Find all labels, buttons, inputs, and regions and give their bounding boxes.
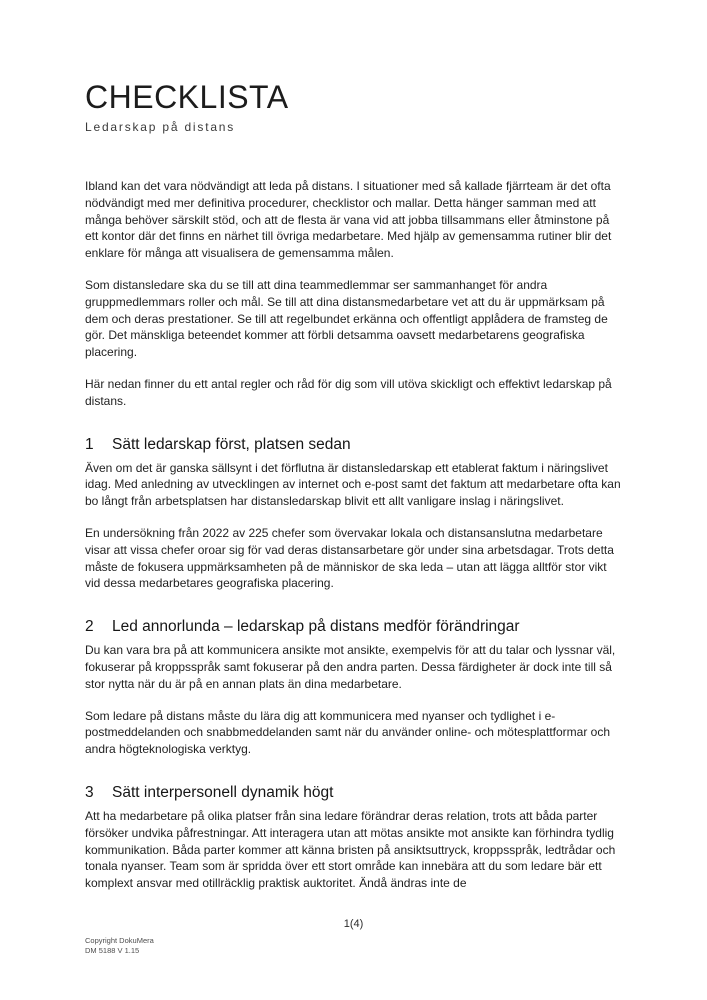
section-1-title: Sätt ledarskap först, platsen sedan — [112, 435, 351, 453]
section-1-number: 1 — [85, 435, 94, 453]
section-2-title: Led annorlunda – ledarskap på distans medför förändringar — [112, 618, 520, 636]
document-id-line: DM 5188 V 1.15 — [85, 946, 140, 955]
intro-paragraph-2: Som distansledare ska du se till att dina teammedlemmar ser sammanhanget för andra gruppmedlemmars roller och mål. Se till att dina distansmedarbetare vet att du är uppmärksam på dem och deras prestationer. Se till att regelbundet erkänna och offentligt applådera de framsteg de gör. Det mänskliga beteendet kommer att förbli detsamma oavsett medarbetarens geografiska placering. — [85, 277, 608, 360]
section-2-paragraph-1: Du kan vara bra på att kommunicera ansikte mot ansikte, exempelvis för att du talar och lyssnar väl, fokuserar på kroppsspråk samt fokuserar på den andra parten. Dessa färdigheter är dock inte till så stor nytta när du är på en annan plats än dina medarbetare. — [85, 643, 616, 691]
copyright-block — [85, 936, 154, 956]
intro-paragraph-1: Ibland kan det vara nödvändigt att leda på distans. I situationer med så kallade fjärrteam är det ofta nödvändigt med mer definitiva procedurer, checklistor och mallar. Detta hänger samman med att många behöver särskilt stöd, och att de flesta är vana vid att jobba tillsammans eller åtminstone på ett kontor där det finns en närhet till övriga medarbetare. Med hjälp av gemensamma rutiner blir det enklare för många att visualisera de gemensamma målen. — [85, 179, 612, 261]
section-3-number: 3 — [85, 783, 94, 801]
intro-paragraph-3: Här nedan finner du ett antal regler och råd för dig som vill utöva skickligt och effektivt ledarskap på distans. — [85, 376, 612, 408]
copyright-line: Copyright DokuMera — [85, 936, 154, 945]
section-2-number: 2 — [85, 618, 94, 636]
section-3-heading — [85, 783, 623, 803]
document-title: CHECKLISTA — [85, 79, 289, 115]
section-2-paragraph-2: Som ledare på distans måste du lära dig att kommunicera med nyanser och tydlighet i e-postmeddelanden och snabbmeddelanden samt när du använder online- och mötesplattformar och andra högteknologiska verktyg. — [85, 708, 610, 757]
section-3-paragraph-1: Att ha medarbetare på olika platser från sina ledare förändrar deras relation, trots att båda parter försöker undvika påfrestningar. Att interagera utan att mötas ansikte mot ansikte kan förhindra tydlig kommunikation. Båda parter kommer att känna bristen på ansiktsuttryck, kroppsspråk, ledtrådar och tonala nyanser. Team som är spridda över ett stort område kan innebära att du som ledare bär ett komplext ansvar med otillräcklig praktisk auktoritet. Ändå ändras inte de — [85, 808, 616, 891]
section-1-paragraph-2: En undersökning från 2022 av 225 chefer som övervakar lokala och distansanslutna medarbetare visar att vissa chefer oroar sig för vad deras distansarbetare gör under sina arbetsdagar. Trots detta måste de fokusera uppmärksamheten på de människor de ska leda – utan att lägga alltför stor vikt vid dessa medarbetares geografiska placering. — [85, 525, 614, 591]
section-3-title: Sätt interpersonell dynamik högt — [112, 783, 334, 801]
section-1-heading — [85, 435, 623, 455]
page-number: 1(4) — [343, 918, 364, 930]
document-content — [85, 0, 623, 907]
section-1-paragraph-1: Även om det är ganska sällsynt i det förflutna är distansledarskap ett etablerat faktum i näringslivet idag. Med anledning av utvecklingen av internet och e-post samt det faktum att medarbetare ofta kan bo långt från arbetsplatsen har distansledarskap blivit ett allt vanligare inslag i näringslivet. — [85, 460, 621, 509]
document-subtitle: Ledarskap på distans — [85, 120, 236, 134]
section-2-heading — [85, 617, 623, 637]
